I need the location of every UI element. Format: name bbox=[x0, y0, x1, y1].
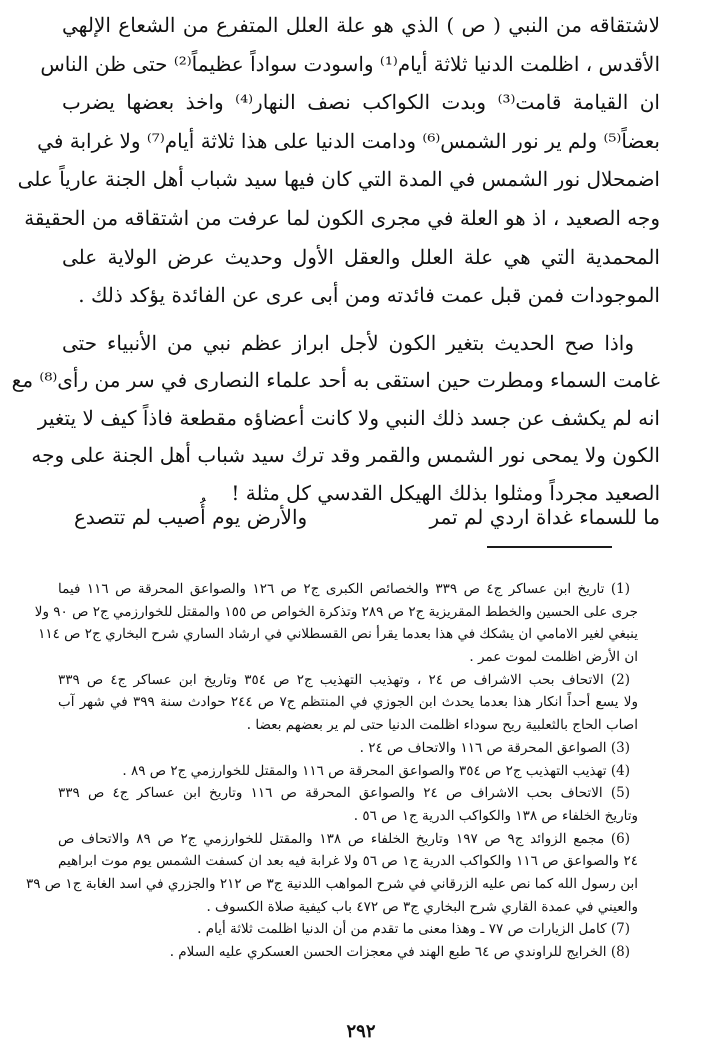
footnote-line: ينبغي لغير الامامي ان يشكك في هذا بعدما يقرأ نص القسطلاني في ارشاد الساري شرح البخاري ج٢ ص ١١٤ bbox=[38, 626, 638, 643]
footnote-line: (6) مجمع الزوائد ج٩ ص ١٩٧ وتاريخ الخلفاء ص ١٣٨ والمقتل للخوارزمي ج٢ ص ٨٩ والاتحاف ص bbox=[58, 830, 631, 847]
footnote-line: جرى على الحسين والخطط المقريزية ج٢ ص ٢٨٩ وتذكرة الخواص ص ١٥٥ والمقتل للخوارزمي ج٢ ص ٩٠ ولا bbox=[34, 603, 638, 620]
text-line: الموجودات فمن قبل عمت فائدته ومن أبى عرى عن الفائدة يؤكد ذلك . bbox=[78, 283, 660, 308]
page-number: ٢٩٢ bbox=[346, 1021, 376, 1042]
footnote-line: (7) كامل الزيارات ص ٧٧ ـ وهذا معنى ما تقدم من أن الدنيا اظلمت ثلاثة أيام . bbox=[197, 921, 630, 938]
text-line: الصعيد مجرداً ومثلوا بذلك الهيكل القدسي كل مثلة ! bbox=[231, 480, 660, 505]
text-line: واذا صح الحديث بتغير الكون لأجل ابراز عظم نبي من الأنبياء حتى bbox=[62, 330, 634, 355]
footnote-line: ولا يسع أحداً انكار هذا بعدما يحدث ابن الجوزي في المنتظم ج٧ ص ٢٤٤ حوادث سنة ٣٩٩ في شهر آب bbox=[58, 694, 638, 711]
footnote-line: والعيني في عمدة القاري شرح البخاري ج٣ ص ٤٧٢ باب كيفية صلاة الكسوف . bbox=[206, 898, 638, 915]
footnote-line: (1) تاريخ ابن عساكر ج٤ ص ٣٣٩ والخصائص الكبرى ج٢ ص ١٢٦ والصواعق المحرقة ص ١١٦ فيما bbox=[58, 581, 631, 597]
text-line: الأقدس ، اظلمت الدنيا ثلاثة أيام⁽¹⁾ واسودت سواداً عظيماً⁽²⁾ حتى ظن الناس bbox=[40, 51, 660, 76]
text-line: غامت السماء ومطرت حين استقى به أحد علماء النصارى في سر من رأى⁽⁸⁾ مع bbox=[11, 368, 660, 393]
text-line: وجه الصعيد ، اذ هو العلة في مجرى الكون لما عرفت من اشتقاقه من الحقيقة bbox=[24, 205, 660, 230]
footnote-divider bbox=[487, 546, 612, 548]
text-line: اضمحلال نور الشمس في المدة التي كان فيها سيد شباب أهل الجنة عارياً على bbox=[17, 167, 660, 192]
footnote-line: (4) تهذيب التهذيب ج٢ ص ٣٥٤ والصواعق المحرقة ص ١١٦ والمقتل للخوارزمي ج٢ ص ٨٩ . bbox=[122, 762, 630, 779]
text-line: لاشتقاقه من النبي ( ص ) الذي هو علة العلل المتفرع من الشعاع الإلهي bbox=[62, 13, 660, 37]
text-line: الكون ولا يمحى نور الشمس والقمر وقد ترك سيد شباب أهل الجنة على وجه bbox=[31, 443, 660, 468]
footnote-line: ابن رسول الله كما نص عليه الزرقاني في شرح المواهب اللدنية ج٣ ص ٢١٢ والجزري في اسد الغابة ج١ ص ٣٩ bbox=[26, 875, 638, 892]
text-line: انه لم يكشف عن جسد ذلك النبي ولا كانت أعضاؤه مقطعة فاذاً كيف لا يتغير bbox=[37, 405, 660, 430]
footnote-line: وتاريخ الخلفاء ص ١٣٨ والكواكب الدرية ج١ ص ٥٦ . bbox=[353, 807, 638, 824]
main-text bbox=[11, 6, 660, 512]
poem-verse bbox=[74, 497, 660, 537]
text-line: المحمدية التي هي علة العلل والعقل الأول وحديث عرض الولاية على bbox=[62, 244, 660, 269]
poem-hemistich-second: والأرض يوم أُصيب لم تتصدع bbox=[74, 505, 308, 529]
text-line: ان القيامة قامت⁽³⁾ وبدت الكواكب نصف النهار⁽⁴⁾ واخذ بعضها يضرب bbox=[62, 90, 660, 115]
footnotes bbox=[26, 578, 638, 964]
footnote-line: (5) الاتحاف بحب الاشراف ص ٢٤ والصواعق المحرقة ص ١١٦ وتاريخ ابن عساكر ج٤ ص ٣٣٩ bbox=[58, 785, 631, 802]
footnote-line: (2) الاتحاف بحب الاشراف ص ٢٤ ، وتهذيب التهذيب ج٢ ص ٣٥٤ وتاريخ ابن عساكر ج٤ ص ٣٣٩ bbox=[58, 671, 630, 688]
footnote-line: (3) الصواعق المحرقة ص ١١٦ والاتحاف ص ٢٤ . bbox=[359, 739, 630, 756]
poem-hemistich-first: ما للسماء غداة اردي لم تمر bbox=[429, 505, 660, 529]
footnote-line: ٢٤ والصواعق ص ١١٦ والكواكب الدرية ج١ ص ٥٦ ولا غرابة فيه بعد ان كسفت الشمس يوم موت ابراهيم bbox=[58, 853, 638, 870]
text-line: بعضاً⁽⁵⁾ ولم ير نور الشمس⁽⁶⁾ ودامت الدنيا على هذا ثلاثة أيام⁽⁷⁾ ولا غرابة في bbox=[37, 128, 660, 153]
footnote-line: اصاب الحاج بالثعلبية ريح سوداء اظلمت الدنيا حتى لم ير بعضهم بعضا . bbox=[246, 717, 638, 734]
footnote-line: ان الأرض اظلمت لموت عمر . bbox=[469, 649, 638, 666]
footnote-line: (8) الخرايج للراوندي ص ٦٤ طبع الهند في معجزات الحسن العسكري عليه السلام . bbox=[169, 944, 630, 960]
